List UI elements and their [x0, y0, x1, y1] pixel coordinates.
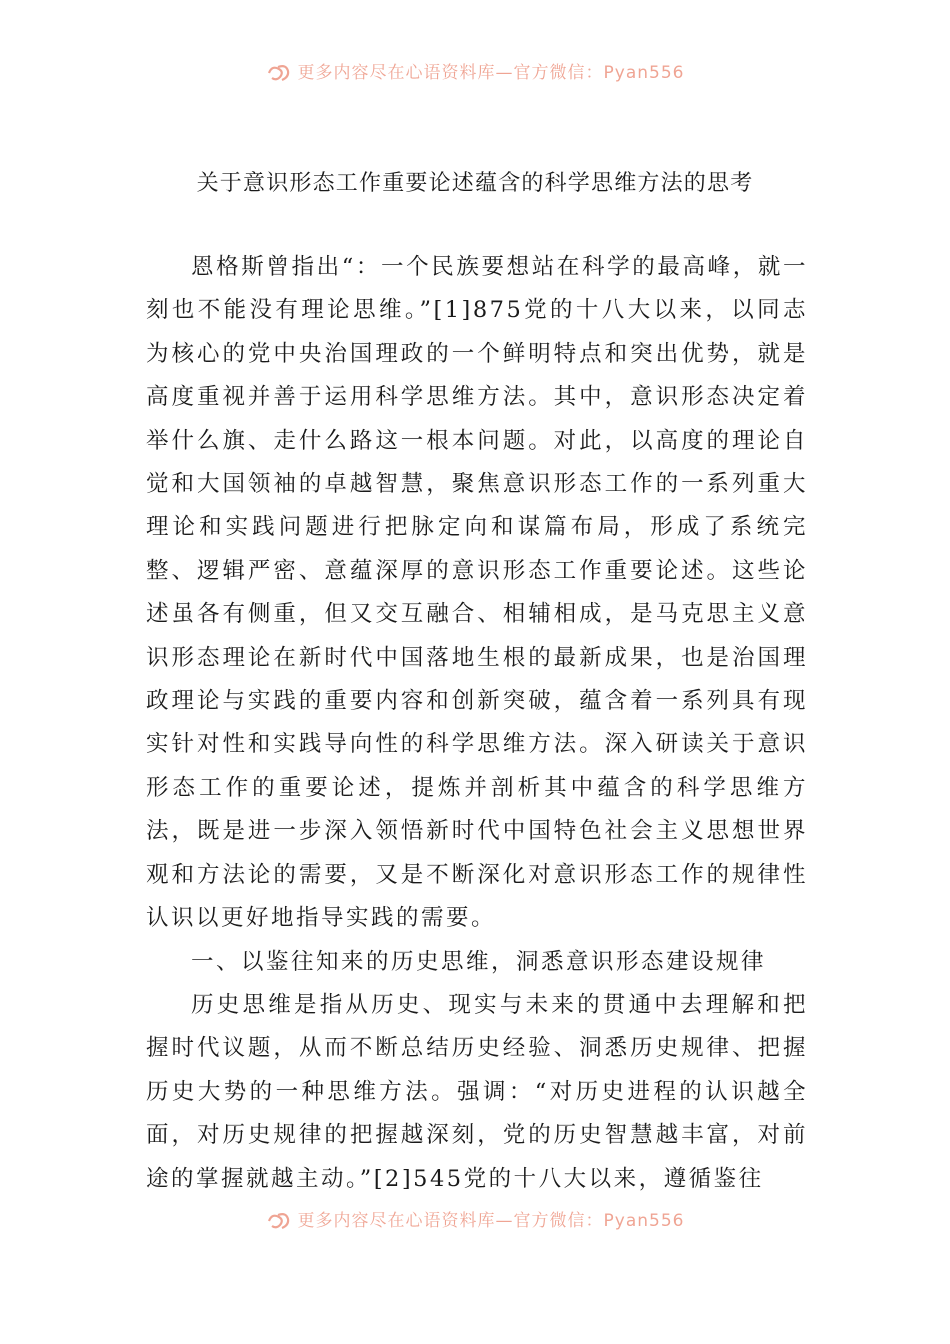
- watermark-logo-icon: [266, 63, 292, 83]
- section-heading: 一、以鉴往知来的历史思维，洞悉意识形态建设规律: [191, 948, 767, 975]
- document-body: [146, 246, 808, 1201]
- watermark-logo-icon: [266, 1211, 292, 1231]
- watermark-text: 更多内容尽在心语资料库—官方微信：Pyan556: [297, 1211, 685, 1231]
- intro-paragraph: 恩格斯曾指出“：一个民族要想站在科学的最高峰，就一刻也不能没有理论思维。”[1]875党的十八大以来，以同志为核心的党中央治国理政的一个鲜明特点和突出优势，就是高度重视并善于运用科学思维方法。其中，意识形态决定着举什么旗、走什么路这一根本问题。对此，以高度的理论自觉和大国领袖的卓越智慧，聚焦意识形态工作的一系列重大理论和实践问题进行把脉定向和谋篇布局，形成了系统完整、逻辑严密、意蕴深厚的意识形态工作重要论述。这些论述虽各有侧重，但又交互融合、相辅相成，是马克思主义意识形态理论在新时代中国落地生根的最新成果，也是治国理政理论与实践的重要内容和创新突破，蕴含着一系列具有现实针对性和实践导向性的科学思维方法。深入研读关于意识形态工作的重要论述，提炼并剖析其中蕴含的科学思维方法，既是进一步深入领悟新时代中国特色社会主义思想世界观和方法论的需要，又是不断深化对意识形态工作的规律性认识以更好地指导实践的需要。: [146, 254, 808, 932]
- watermark-header: [0, 58, 950, 83]
- section-paragraph: 历史思维是指从历史、现实与未来的贯通中去理解和把握时代议题，从而不断总结历史经验、洞悉历史规律、把握历史大势的一种思维方法。强调：“对历史进程的认识越全面，对历史规律的把握越深刻，党的历史智慧越丰富，对前途的掌握就越主动。”[2]545党的十八大以来，遵循鉴往: [146, 991, 808, 1192]
- watermark-footer: [0, 1206, 950, 1231]
- document-title: 关于意识形态工作重要论述蕴含的科学思维方法的思考: [196, 171, 754, 196]
- watermark-text: 更多内容尽在心语资料库—官方微信：Pyan556: [297, 63, 685, 83]
